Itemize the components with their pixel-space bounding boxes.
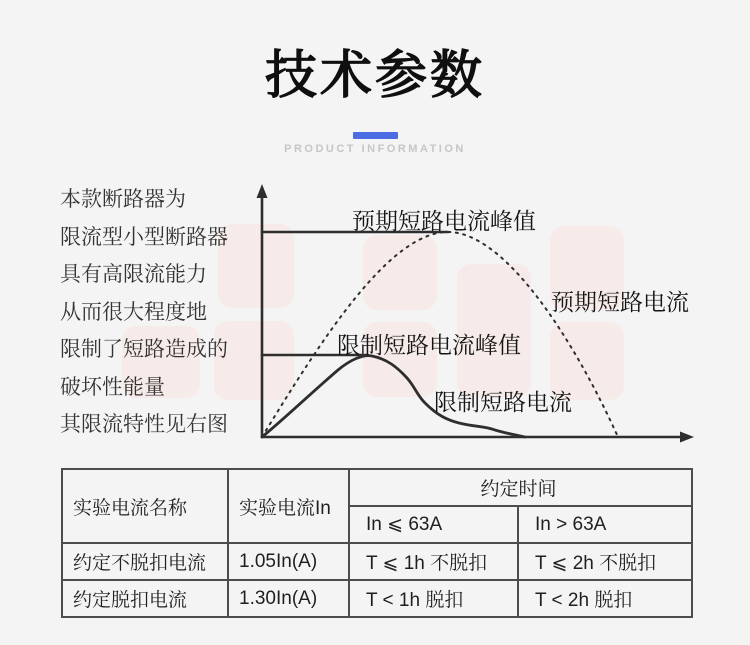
cell-row-name: 约定不脱扣电流 (62, 543, 228, 580)
intro-line: 破坏性能量 (60, 375, 165, 399)
intro-line: 从而很大程度地 (60, 300, 207, 324)
page-subtitle: PRODUCT INFORMATION (284, 143, 466, 155)
subheader-in-le-63a: In ⩽ 63A (349, 506, 518, 543)
page-title: 技术参数 (264, 47, 485, 105)
label-limited-current: 限制短路电流 (434, 389, 572, 415)
title-accent-bar (353, 132, 398, 139)
cell-time-gt63: T ⩽ 2h 不脱扣 (518, 543, 692, 580)
header-test-current-name: 实验电流名称 (62, 469, 228, 543)
label-expected-peak: 预期短路电流峰值 (352, 208, 536, 234)
cell-time-le63: T ⩽ 1h 不脱扣 (349, 543, 518, 580)
label-expected-current: 预期短路电流 (551, 289, 689, 315)
intro-line: 本款断路器为 (60, 188, 186, 211)
cell-row-name: 约定脱扣电流 (62, 580, 228, 617)
cell-current-value: 1.30In(A) (228, 580, 349, 617)
table-header-row (62, 469, 692, 506)
table-row (62, 543, 692, 580)
header-test-current-in: 实验电流In (228, 469, 349, 543)
parameters-table (61, 468, 693, 618)
label-limited-peak: 限制短路电流峰值 (337, 332, 521, 358)
cell-current-value: 1.05In(A) (228, 543, 349, 580)
intro-line: 限制了短路造成的 (60, 338, 228, 361)
intro-line: 其限流特性见右图 (60, 413, 228, 436)
cell-time-le63: T < 1h 脱扣 (349, 580, 518, 617)
intro-line: 具有高限流能力 (60, 263, 207, 286)
x-axis-arrow-icon (680, 432, 694, 443)
intro-line: 限流型小型断路器 (60, 225, 228, 249)
table-row (62, 580, 692, 617)
subheader-in-gt-63a: In > 63A (518, 506, 692, 543)
cell-time-gt63: T < 2h 脱扣 (518, 580, 692, 617)
header-agreed-time: 约定时间 (349, 469, 692, 506)
y-axis-arrow-icon (257, 184, 268, 198)
